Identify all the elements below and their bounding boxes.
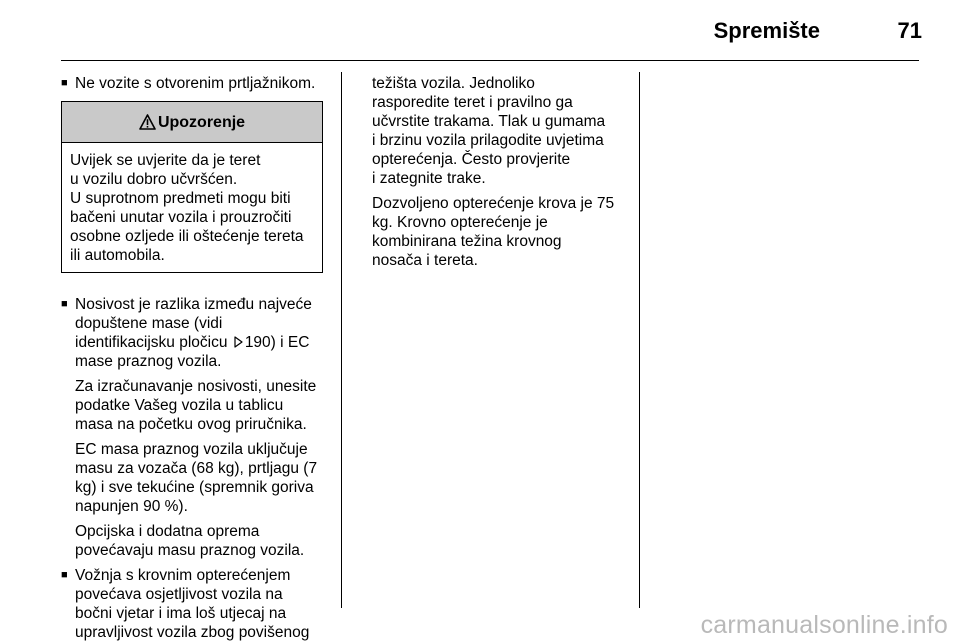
text-line: ■ Vožnja s krovnim opterećenjem xyxy=(75,567,291,584)
text-line: podatke Vašeg vozila u tablicu xyxy=(75,397,284,414)
text-line: mase praznog vozila. xyxy=(75,353,222,370)
text-line: EC masa praznog vozila uključuje xyxy=(75,441,308,458)
empty-mass-paragraph xyxy=(61,440,327,516)
text-line: težišta vozila. Jednoliko xyxy=(372,75,535,92)
text-line: nosača i tereta. xyxy=(372,252,478,269)
warning-line: osobne ozljede ili oštećenje tereta xyxy=(70,228,304,245)
middle-column xyxy=(372,74,630,270)
payload-calculation-paragraph xyxy=(61,377,327,434)
text-line: Opcijska i dodatna oprema xyxy=(75,523,260,540)
warning-line: Uvijek se uvjerite da je teret xyxy=(70,152,261,169)
text-line: masa na početku ovog priručnika. xyxy=(75,416,307,433)
text-line: napunjen 90 %). xyxy=(75,498,188,515)
roof-load-limit-paragraph xyxy=(372,194,630,270)
optional-equipment-paragraph xyxy=(61,522,327,560)
text-line: povećavaju masu praznog vozila. xyxy=(75,542,305,559)
center-of-gravity-paragraph xyxy=(372,74,630,188)
warning-triangle-icon xyxy=(139,114,156,130)
text-line: opterećenja. Često provjerite xyxy=(372,151,571,168)
warning-line: bačeni unutar vozila i prouzročiti xyxy=(70,209,292,226)
text-line: ■ Nosivost je razlika između najveće xyxy=(75,296,312,313)
text-line: dopuštene mase (vidi xyxy=(75,315,223,332)
watermark: carmanualsonline.info xyxy=(700,611,948,639)
warning-box xyxy=(61,101,323,273)
text-line: Dozvoljeno opterećenje krova je 75 xyxy=(372,195,615,212)
text-line: upravljivost vozila zbog povišenog xyxy=(75,624,310,641)
page-reference-icon[interactable] xyxy=(234,336,243,348)
text-line: povećava osjetljivost vozila na xyxy=(75,586,283,603)
warning-header xyxy=(62,102,322,143)
warning-title: Upozorenje xyxy=(157,113,246,131)
header-divider xyxy=(61,60,919,61)
text-line: kombinirana težina krovnog xyxy=(372,233,562,250)
text-line xyxy=(75,333,327,352)
column-divider-left xyxy=(341,72,342,608)
left-column xyxy=(61,74,327,642)
text-line: učvrstite trakama. Tlak u gumama xyxy=(372,113,606,130)
text-line: bočni vjetar i ima loš utjecaj na xyxy=(75,605,287,622)
warning-line: ili automobila. xyxy=(70,247,165,264)
bullet-open-trunk: ■ Ne vozite s otvorenim prtljažnikom. xyxy=(61,74,327,93)
text-line: i brzinu vozila prilagodite uvjetima xyxy=(372,132,604,149)
warning-text xyxy=(62,143,322,272)
text-line: masu za vozača (68 kg), prtljagu (7 xyxy=(75,460,318,477)
warning-line: U suprotnom predmeti mogu biti xyxy=(70,190,291,207)
text-line: i zategnite trake. xyxy=(372,170,486,187)
text-line: rasporedite teret i pravilno ga xyxy=(372,94,573,111)
page-title: Spremište xyxy=(713,18,820,43)
text-line: Za izračunavanje nosivosti, unesite xyxy=(75,378,317,395)
text-line: kg. Krovno opterećenje je xyxy=(372,214,548,231)
text-line: kg) i sve tekućine (spremnik goriva xyxy=(75,479,314,496)
column-divider-right xyxy=(639,72,640,608)
page-number: 71 xyxy=(897,18,922,43)
bullet-roof-load xyxy=(61,566,327,642)
page-reference-link[interactable]: 190) i EC xyxy=(244,334,310,351)
warning-line: u vozilu dobro učvršćen. xyxy=(70,171,238,188)
bullet-payload xyxy=(61,295,327,371)
text-segment: identifikacijsku pločicu xyxy=(75,334,228,351)
